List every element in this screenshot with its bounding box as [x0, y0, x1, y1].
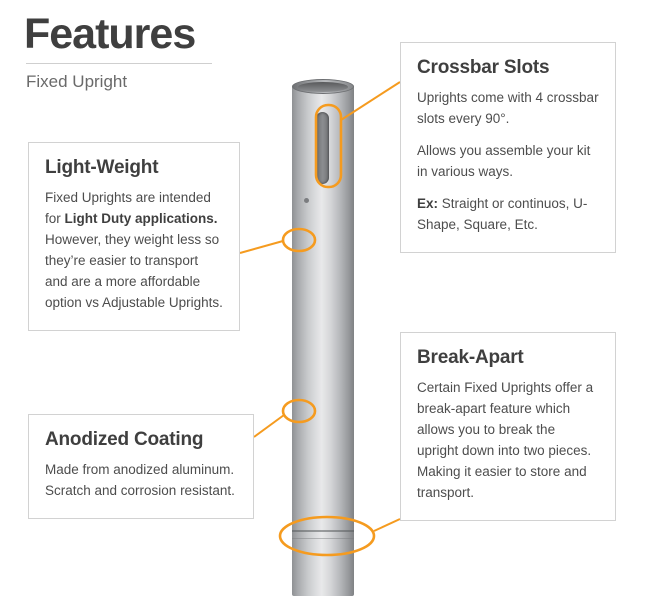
crossbar-slot	[316, 112, 329, 184]
example-label: Ex:	[417, 195, 439, 211]
callout-crossbar-slots	[400, 42, 616, 253]
callout-anodized-coating	[28, 414, 254, 519]
callout-title: Light-Weight	[45, 157, 159, 178]
callout-emphasis-text: Light Duty applications.	[64, 210, 218, 226]
break-apart-leader-line	[374, 519, 400, 531]
callout-lead-text: Fixed Uprights are intended for	[45, 190, 211, 226]
page-title: Features	[24, 10, 196, 58]
upright-illustration	[292, 86, 354, 596]
upright-bore	[298, 82, 348, 92]
callout-paragraph	[45, 188, 223, 314]
callout-light-weight	[28, 142, 240, 331]
light-weight-leader-line	[240, 241, 283, 253]
title-divider	[26, 63, 212, 64]
callout-rest-text: However, they weight less so they’re easier to transport and are a more affordable option vs Adjustable Uprights.	[45, 231, 223, 310]
page-subtitle: Fixed Upright	[26, 72, 128, 92]
callout-example	[417, 194, 599, 236]
anodized-leader-line	[254, 415, 284, 437]
callout-paragraph: Allows you assemble your kit in various ways.	[417, 142, 591, 179]
callout-title: Anodized Coating	[45, 429, 204, 450]
callout-paragraph: Made from anodized aluminum. Scratch and corrosion resistant.	[45, 462, 235, 498]
callout-paragraph: Uprights come with 4 crossbar slots every 90°.	[417, 90, 599, 126]
callout-title: Break-Apart	[417, 347, 524, 368]
pin-hole	[304, 198, 309, 203]
break-apart-seam	[292, 530, 354, 532]
callout-title: Crossbar Slots	[417, 57, 550, 78]
example-text: Straight or continuos, U-Shape, Square, Etc.	[417, 195, 588, 232]
callout-break-apart	[400, 332, 616, 521]
title-block	[24, 12, 244, 92]
break-apart-seam-secondary	[292, 538, 354, 539]
callout-paragraph: Certain Fixed Uprights offer a break-apart feature which allows you to break the upright down into two pieces. Making it easier to store and transport.	[417, 380, 594, 500]
